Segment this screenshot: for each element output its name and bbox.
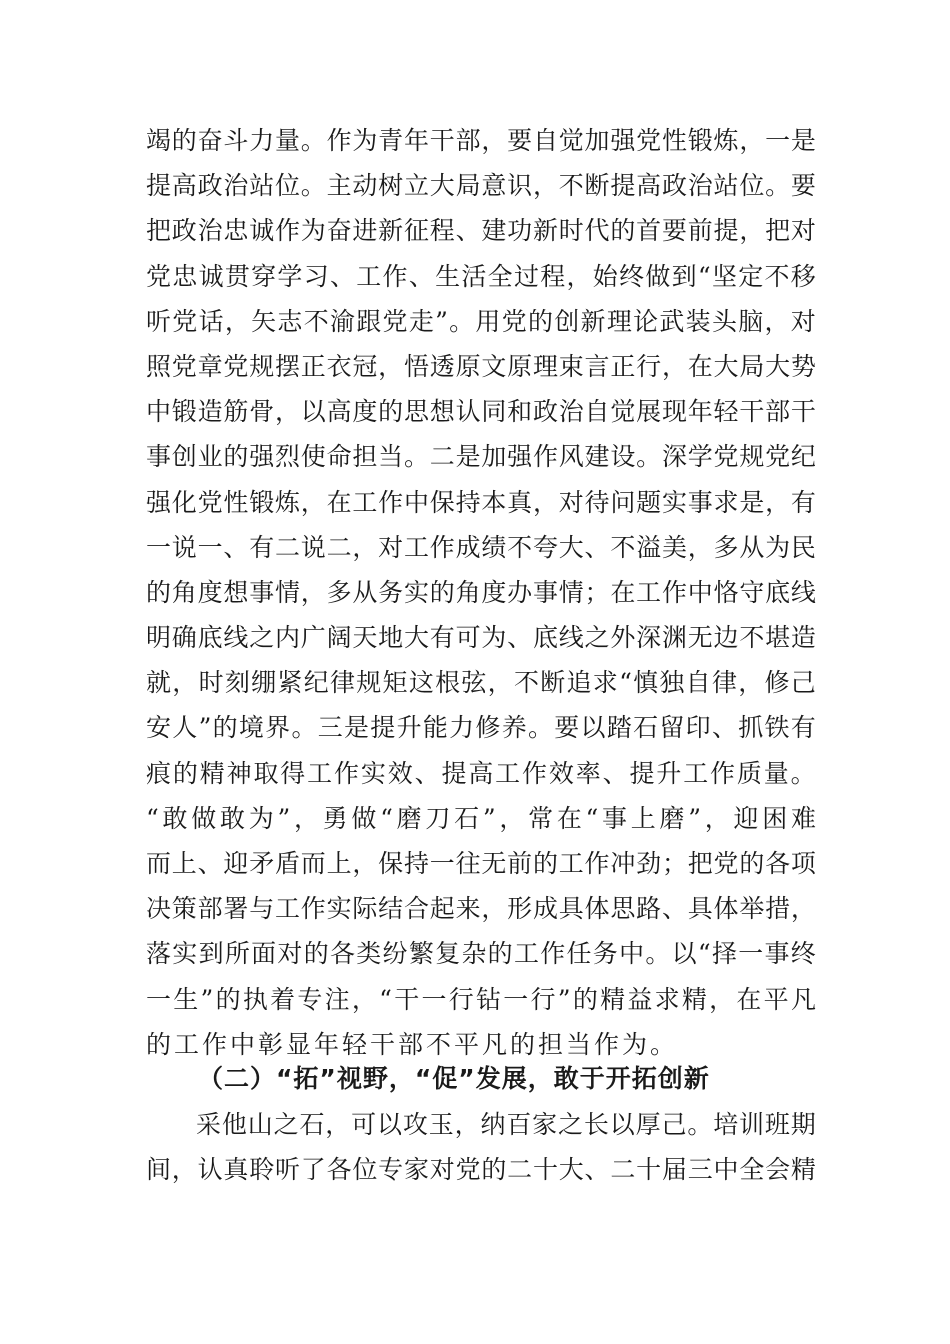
paragraph-line: 照 党 章 党 规 摆 正 衣 冠 ， 悟 透 原 文 原 理 束 言 正 行 ， 在 大 局 大 势 [146,351,816,381]
paragraph-line: 落 实 到 所 面 对 的 各 类 纷 繁 复 杂 的 工 作 任 务 中 。 以 “ 择 一 事 终 [146,939,816,969]
paragraph-line: 听 党 话 ， 矢 志 不 渝 跟 党 走 ” 。 用 党 的 创 新 理 论 武 装 头 脑 ， 对 [146,306,816,336]
paragraph-line: 竭 的 奋 斗 力 量 。 作 为 青 年 干 部 ， 要 自 觉 加 强 党 性 锻 炼 ， 一 是 [146,126,816,155]
paragraph-line: 中 锻 造 筋 骨 ， 以 高 度 的 思 想 认 同 和 政 治 自 觉 展 现 年 轻 干 部 干 [146,397,816,427]
section-heading: （二）“拓”视野，“促”发展，敢于开拓创新 [198,1064,710,1093]
paragraph-line: 把 政 治 忠 诚 作 为 奋 进 新 征 程 、 建 功 新 时 代 的 首 要 前 提 ， 把 对 [146,216,816,246]
paragraph-line: 一 说 一 、 有 二 说 二 ， 对 工 作 成 绩 不 夸 大 、 不 溢 美 ， 多 从 为 民 [146,532,816,562]
paragraph-line: 而 上 、 迎 矛 盾 而 上 ， 保 持 一 往 无 前 的 工 作 冲 劲 ； 把 党 的 各 项 [146,849,816,878]
paragraph-line: 的工作中彰显年轻干部不平凡的担当作为。 [146,1029,679,1059]
paragraph-line: 就 ， 时 刻 绷 紧 纪 律 规 矩 这 根 弦 ， 不 断 追 求 “ 慎 独 自 律 ， 修 己 [146,668,816,698]
paragraph-line: 安 人 ” 的 境 界 。 三 是 提 升 能 力 修 养 。 要 以 踏 石 留 印 、 抓 铁 有 [146,713,816,743]
paragraph-line: 事 创 业 的 强 烈 使 命 担 当 。 二 是 加 强 作 风 建 设 。 深 学 党 规 党 纪 [146,442,816,472]
paragraph-line: 痕 的 精 神 取 得 工 作 实 效 、 提 高 工 作 效 率 、 提 升 工 作 质 量 。 [146,758,816,788]
paragraph-line: 采 他 山 之 石 ， 可 以 攻 玉 ， 纳 百 家 之 长 以 厚 己 。 培 训 班 期 [196,1110,816,1139]
paragraph-line: 间 ， 认 真 聆 听 了 各 位 专 家 对 党 的 二 十 大 、 二 十 届 三 中 全 会 精 [146,1155,816,1185]
paragraph-line: 强 化 党 性 锻 炼 ， 在 工 作 中 保 持 本 真 ， 对 待 问 题 实 事 求 是 ， 有 [146,487,816,517]
paragraph-line: 一 生 ” 的 执 着 专 注 ， “ 干 一 行 钻 一 行 ” 的 精 益 求 精 ， 在 平 凡 [146,984,816,1014]
body-paragraph-2 [146,1102,816,1192]
paragraph-line: 党 忠 诚 贯 穿 学 习 、 工 作 、 生 活 全 过 程 ， 始 终 做 到 “ 坚 定 不 移 [146,261,816,291]
paragraph-line: 提 高 政 治 站 位 。 主 动 树 立 大 局 意 识 ， 不 断 提 高 政 治 站 位 。 要 [146,171,816,201]
paragraph-line: “ 敢 做 敢 为 ” ， 勇 做 “ 磨 刀 石 ” ， 常 在 “ 事 上 磨 ” ， 迎 困 难 [146,803,816,833]
body-paragraph [146,118,816,1067]
paragraph-line: 的 角 度 想 事 情 ， 多 从 务 实 的 角 度 办 事 情 ； 在 工 作 中 恪 守 底 线 [146,577,816,607]
paragraph-line: 决 策 部 署 与 工 作 实 际 结 合 起 来 ， 形 成 具 体 思 路 、 具 体 举 措 ， [146,894,816,924]
paragraph-line: 明 确 底 线 之 内 广 阔 天 地 大 有 可 为 、 底 线 之 外 深 渊 无 边 不 堪 造 [146,623,816,653]
